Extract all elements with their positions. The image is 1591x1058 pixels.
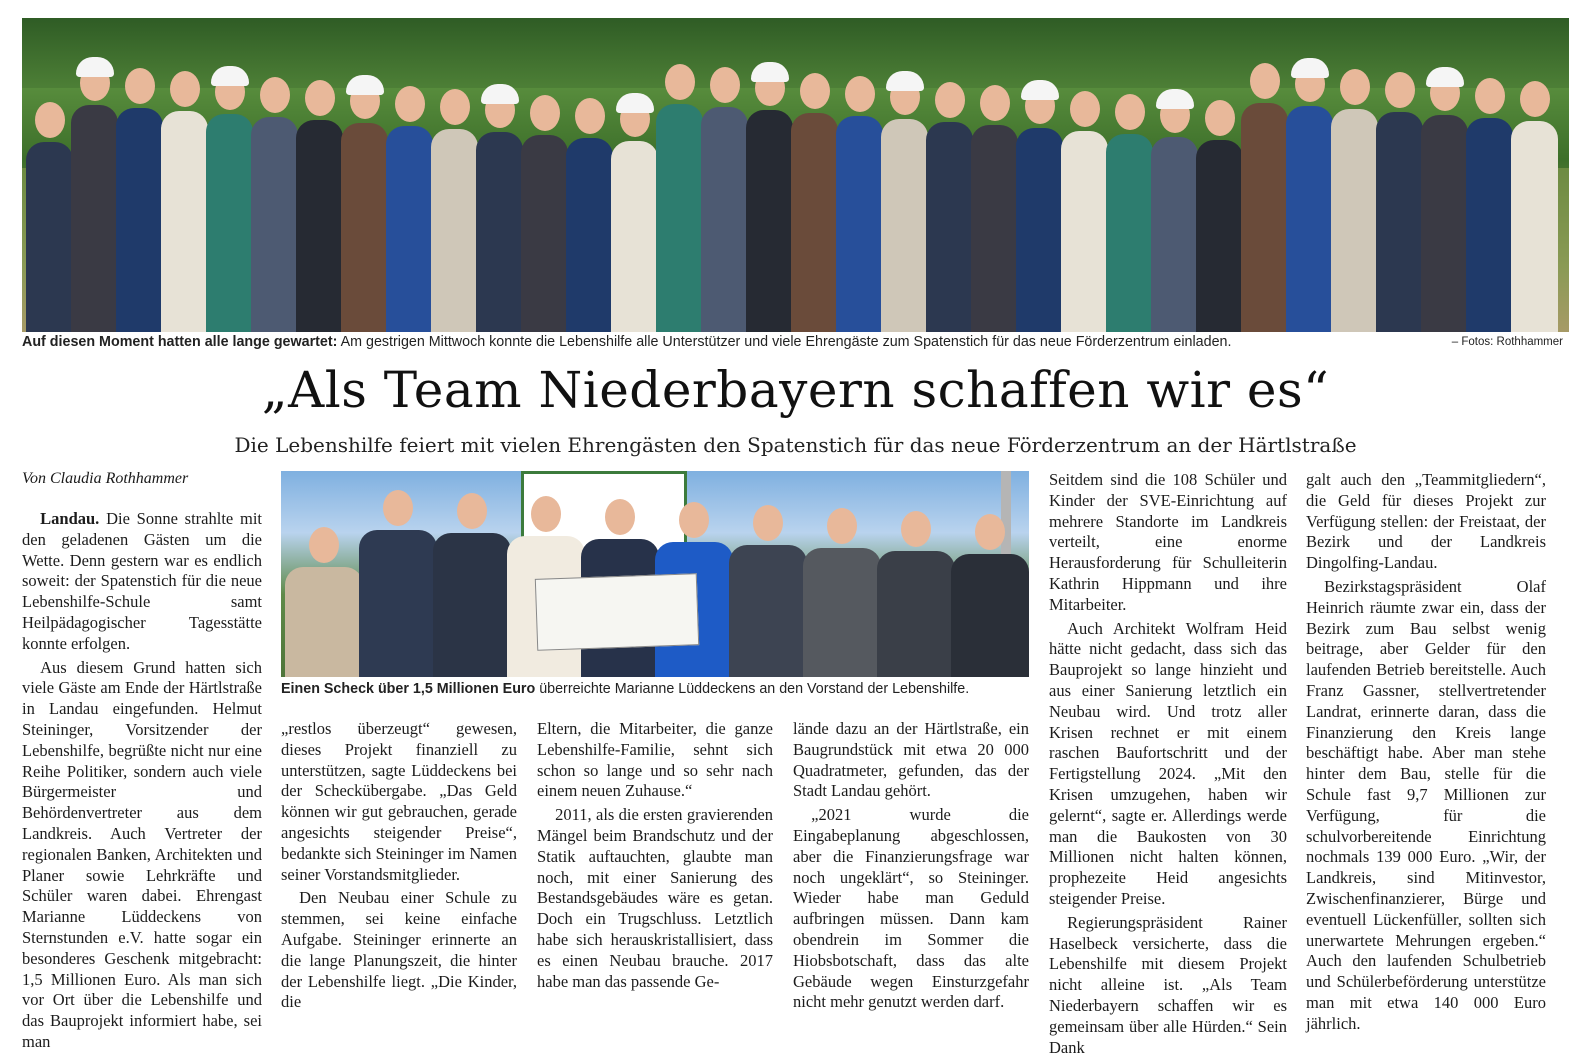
person-figure: [433, 493, 511, 677]
top-photo-caption: Auf diesen Moment hatten alle lange gewartet: Am gestrigen Mittwoch konnte die Lebenshilfe alle Unterstützer und viele Ehrengäste zum Spatenstich für das neue Förderzentrum einladen.: [22, 334, 1232, 350]
person-figure: [161, 71, 208, 332]
article-column-3: [537, 719, 773, 992]
person-figure: [877, 511, 955, 677]
check: [535, 573, 699, 651]
person-figure: [836, 76, 883, 332]
article-column-4: [793, 719, 1029, 1013]
paragraph: galt auch den „Teammitgliedern“, die Geld für dieses Projekt zur Verfügung stellen: der Freistaat, der Bezirk und der Landkreis Dingolfing-Landau.: [1306, 470, 1546, 573]
article-column-2: [281, 719, 517, 1013]
paragraph: lände dazu an der Härtlstraße, ein Baugrundstück mit etwa 20 000 Quadratmeter, gefunden, das der Stadt Landau gehört.: [793, 719, 1029, 801]
paragraph: Aus diesem Grund hatten sich viele Gäste am Ende der Härtlstraße in Landau eingefunden. Helmut Steininger, Vorsitzender der Lebenshilfe, begrüßte nicht nur eine Reihe Politiker, sondern auch viele Bürgermeister und Behördenvertreter aus dem Landkreis. Auch Vertreter der regionalen Banken, Architekten und Planer sowie Lehrkräfte und Schüler waren dabei. Ehrengast Marianne Lüddeckens von Sternstunden e.V. hatte sogar ein besonderes Geschenk mitgebracht: 1,5 Millionen Euro. Als man sich vor Ort über die Lebenshilfe und das Bauprojekt informiert habe, sei man: [22, 657, 262, 1051]
paragraph: Den Neubau einer Schule zu stemmen, sei keine einfache Aufgabe. Steininger erinnerte an die lange Planungszeit, die hinter der Lebenshilfe liegt. „Die Kinder, die: [281, 888, 517, 1012]
person-figure: [359, 490, 437, 677]
person-figure: [729, 505, 807, 677]
paragraph: Seitdem sind die 108 Schüler und Kinder der SVE-Einrichtung auf mehrere Standorte im Landkreis verteilt, eine enorme Herausforderung für Schulleiterin Kathrin Hippmann und ihre Mitarbeiter.: [1049, 470, 1287, 614]
person-figure: [296, 80, 343, 332]
person-figure: [285, 527, 363, 677]
person-figure: [1061, 91, 1108, 332]
person-figure: [1241, 63, 1288, 332]
person-figure: [926, 82, 973, 332]
person-figure: [251, 77, 298, 332]
person-figure: [611, 101, 658, 332]
check-photo-caption: Einen Scheck über 1,5 Millionen Euro überreichte Marianne Lüddeckens an den Vorstand der Lebenshilfe.: [281, 681, 970, 697]
paragraph: Bezirkstagspräsident Olaf Heinrich räumte zwar ein, dass der Bezirk zum Bau selbst wenig beitrage, aber Gelder für den laufenden Betrieb bereitstelle. Auch Franz Gassner, stellvertretender Landrat, erinnerte daran, dass die Finanzierung den Kreis lange beschäftigt habe. Aber man stehe hinter dem Bau, stelle für die Schule fast 9,7 Millionen zur Verfügung, für die schulvorbereitende Einrichtung nochmals 139 000 Euro. „Wir, der Landkreis, sind Mitinvestor, Zwischenfinanzierer, Bürge und eventuell Lückenfüller, sollten sich unerwartete Mehrungen ergeben.“ Auch den laufenden Schulbetrieb und Schülerbeförderung unterstütze man mit etwa 140 000 Euro jährlich.: [1306, 576, 1546, 1033]
person-figure: [1106, 94, 1153, 332]
paragraph: Eltern, die Mitarbeiter, die ganze Lebenshilfe-Familie, sehnt sich schon so lange und so sehr nach einem neuen Zuhause.“: [537, 719, 773, 801]
paragraph: „restlos überzeugt“ gewesen, dieses Projekt finanziell zu unterstützen, sagte Lüddeckens bei der Scheckübergabe. „Das Geld können wir gut gebrauchen, gerade angesichts steigender Preise“, bedankte sich Steininger im Namen seiner Vorstandsmitglieder.: [281, 719, 517, 884]
person-figure: [701, 67, 748, 332]
paragraph: Regierungspräsident Rainer Haselbeck versicherte, dass die Lebenshilfe mit diesem Projekt nicht alleine ist. „Als Team Niederbayern schaffen wir es gemeinsam über alle Hürden.“ Sein Dank: [1049, 912, 1287, 1057]
top-photo: [22, 18, 1569, 332]
person-figure: [791, 73, 838, 332]
person-figure: [71, 65, 118, 332]
paragraph: „2021 wurde die Eingabeplanung abgeschlossen, aber die Finanzierungsfrage war noch ungeklärt“, so Steininger. Wieder habe man Geduld aufbringen müssen. Dann kam obendrein im Sommer die Hiobsbotschaft, dass das alte Gebäude wegen Einsturzgefahr nicht mehr genutzt werden darf.: [793, 805, 1029, 1012]
person-figure: [746, 70, 793, 332]
person-figure: [1286, 66, 1333, 332]
article-column-6: [1306, 470, 1546, 1035]
person-figure: [476, 92, 523, 332]
check-handover-photo: [281, 471, 1029, 677]
paragraph: Auch Architekt Wolfram Heid hätte nicht gedacht, dass sich das Bauprojekt so lange hinzieht und aus einer Sanierung letztlich ein Neubau wird. Und trotz aller Krisen rechnet er mit einem raschen Baufortschritt und der Fertigstellung 2024. „Mit den Krisen umzugehen, haben wir gelernt“, sagte er. Allerdings werde man die Baukosten von 30 Millionen nicht halten können, prophezeite Heid angesichts steigender Preise.: [1049, 618, 1287, 908]
person-figure: [206, 74, 253, 332]
person-figure: [1466, 78, 1513, 332]
person-figure: [116, 68, 163, 332]
person-figure: [951, 514, 1029, 677]
byline: Von Claudia Rothhammer: [22, 470, 189, 487]
person-figure: [566, 98, 613, 332]
person-figure: [1196, 100, 1243, 332]
person-figure: [1511, 81, 1558, 332]
person-figure: [1376, 72, 1423, 332]
article-column-1: [22, 509, 262, 1053]
person-figure: [656, 64, 703, 332]
person-figure: [1421, 75, 1468, 332]
person-figure: [1331, 69, 1378, 332]
person-figure: [521, 95, 568, 332]
person-figure: [971, 85, 1018, 332]
person-figure: [26, 102, 73, 332]
person-figure: [1016, 88, 1063, 332]
article-column-5: [1049, 470, 1287, 1058]
person-figure: [881, 79, 928, 332]
person-figure: [341, 83, 388, 332]
photo-credit: – Fotos: Rothhammer: [1451, 336, 1563, 348]
paragraph: 2011, als die ersten gravierenden Mängel beim Brandschutz und der Statik auftauchten, glaubte man noch, mit einer Sanierung des Bestandsgebäudes wäre es getan. Doch ein Trugschluss. Letztlich habe sich herauskristallisiert, dass es einen Neubau brauche. 2017 habe man das passende Ge-: [537, 805, 773, 991]
person-figure: [803, 508, 881, 677]
paragraph: Landau. Die Sonne strahlte mit den geladenen Gästen um die Wette. Denn gestern war es endlich soweit: der Spatenstich für die neue Lebenshilfe-Schule samt Heilpädagogischer Tagesstätte konnte erfolgen.: [22, 509, 262, 653]
person-figure: [386, 86, 433, 332]
person-figure: [431, 89, 478, 332]
person-figure: [1151, 97, 1198, 332]
subheadline: Die Lebenshilfe feiert mit vielen Ehrengästen den Spatenstich für das neue Förderzentrum an der Härtlstraße: [234, 433, 1357, 457]
headline: „Als Team Niederbayern schaffen wir es“: [261, 361, 1330, 419]
